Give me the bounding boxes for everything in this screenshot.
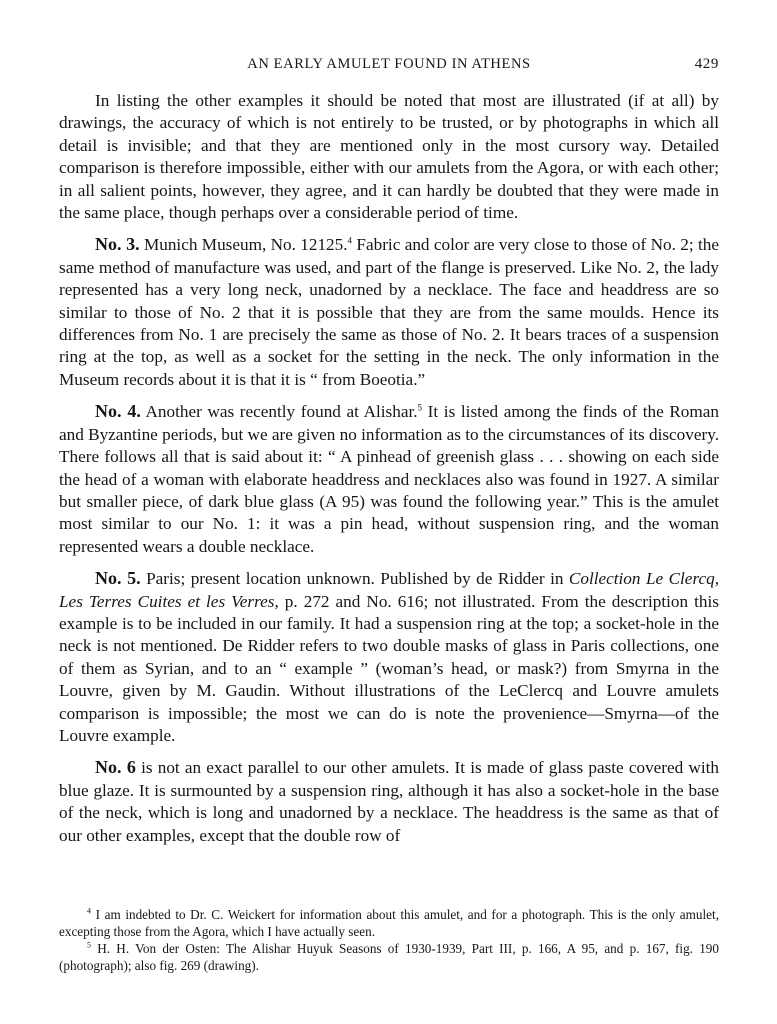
paragraph-text: Fabric and color are very close to those of No. 2; the same method of manufacture was used, and part of the flange is preserved. Like No. 2, the lady represented has a very long neck, unadorned by a necklace. The face and headdress are so similar to those of No. 2 that it is possible that they are from the same moulds. Hence its differences from No. 1 are precisely the same as those of No. 2. It bears traces of a suspension ring at the top, as well as a socket for the setting in the neck. The only information in the Museum records about it is that it is “ from Boeotia.” bbox=[59, 235, 719, 389]
item-number: No. 3. bbox=[95, 234, 140, 255]
running-title: AN EARLY AMULET FOUND IN ATHENS bbox=[247, 56, 531, 72]
footnote-mark: 4 bbox=[87, 906, 91, 916]
item-number: No. 5. bbox=[95, 568, 141, 589]
paragraph-intro bbox=[59, 90, 719, 224]
footnote-ref[interactable]: 4 bbox=[347, 235, 353, 246]
footnote-text: I am indebted to Dr. C. Weickert for information about this amulet, and for a photograph. This is the only amulet, excepting those from the Agora, which I have actually seen. bbox=[59, 907, 719, 939]
paragraph-text: Munich Museum, No. 12125. bbox=[139, 235, 348, 255]
paragraph-text: Paris; present location unknown. Published by de Ridder in bbox=[140, 569, 569, 589]
item-number: No. 6 bbox=[95, 757, 136, 778]
body-text bbox=[59, 90, 719, 856]
paragraph-text: p. 272 and No. 616; not illustrated. From the description this example is to be included in our family. It had a suspension ring at the top; a socket-hole in the neck is not mentioned. De Ridder refers to two double masks of glass in Paris collections, one of them as Syrian, and to an “ example ” (woman’s head, or mask?) from Smyrna in the Louvre, given by M. Gaudin. Without illustrations of the LeClercq and Louvre amulets comparison is impossible; the most we can do is note the provenience—Smyrna—of the Louvre example. bbox=[59, 591, 719, 745]
item-number: No. 4. bbox=[95, 401, 141, 422]
footnote bbox=[59, 906, 719, 940]
paragraph-no-5 bbox=[59, 567, 719, 747]
paragraph-text: Another was recently found at Alishar. bbox=[140, 402, 418, 422]
publication-title: Collection Le Clercq, Les Terres Cuites et les Verres, bbox=[59, 569, 720, 611]
running-head bbox=[59, 56, 719, 78]
paragraph-no-4 bbox=[59, 400, 719, 558]
page-number: 429 bbox=[694, 56, 719, 72]
footnote-ref[interactable]: 5 bbox=[417, 402, 423, 413]
paragraph-no-3 bbox=[59, 233, 719, 391]
footnote-text: H. H. Von der Osten: The Alishar Huyuk Seasons of 1930-1939, Part III, p. 166, A 95, and p. 167, fig. 190 (photograph); also fig. 269 (drawing). bbox=[59, 941, 719, 973]
footnote-mark: 5 bbox=[87, 940, 91, 950]
footnotes bbox=[59, 906, 719, 974]
paragraph-text: In listing the other examples it should be noted that most are illustrated (if at all) by drawings, the accuracy of which is not entirely to be trusted, or by photographs in which all detail is invisible; and that they are mentioned only in the most cursory way. Detailed comparison is therefore impossible, either with our amulets from the Agora, or with each other; in all salient points, however, they agree, and it can hardly be doubted that they were made in the same place, though perhaps over a considerable period of time. bbox=[59, 91, 719, 223]
footnote bbox=[59, 940, 719, 974]
paragraph-text: is not an exact parallel to our other amulets. It is made of glass paste covered with blue glaze. It is surmounted by a suspension ring, although it has also a socket-hole in the base of the neck, which is long and unadorned by a necklace. The headdress is the same as that of our other examples, except that the double row of bbox=[59, 758, 719, 845]
paragraph-no-6 bbox=[59, 756, 719, 847]
paragraph-text: It is listed among the finds of the Roman and Byzantine periods, but we are given no information as to the circumstances of its discovery. There follows all that is said about it: “ A pinhead of greenish glass . . . showing on each side the head of a woman with elaborate headdress and necklaces also was found in 1927. A similar but smaller piece, of dark blue glass (A 95) was found the following year.” This is the amulet most similar to our No. 1: it was a pin head, without suspension ring, and the woman represented wears a double necklace. bbox=[59, 402, 719, 556]
